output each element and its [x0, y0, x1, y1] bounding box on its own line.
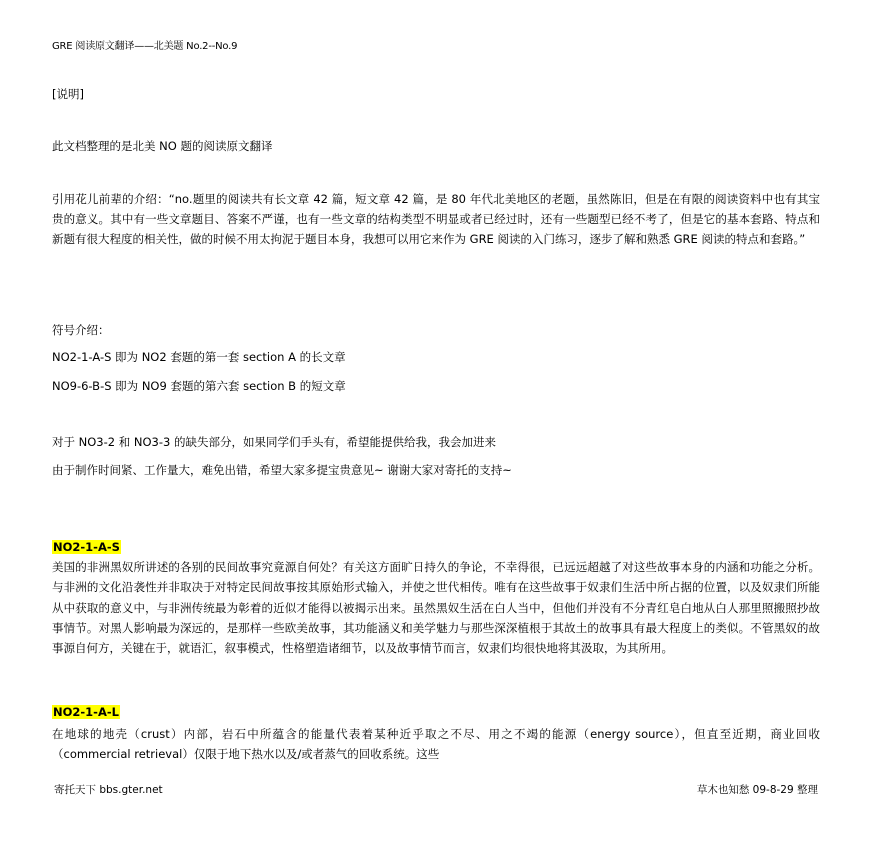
passage-label-2: NO2-1-A-L [53, 705, 119, 719]
symbol-line-1: NO2-1-A-S 即为 NO2 套题的第一套 section A 的长文章 [52, 350, 346, 364]
note-line-2: 由于制作时间紧、工作量大，难免出错，希望大家多提宝贵意见~ 谢谢大家对寄托的支持~ [52, 463, 512, 477]
passage-text-2: 在地球的地壳（crust）内部，岩石中所蕴含的能量代表着某种近乎取之不尽、用之不竭的能源（energy source），但直至近期，商业回收（commercial retrieval）仅限于地下热水以及/或者蒸气的回收系统。这些 [52, 727, 820, 762]
symbol-line-2: NO9-6-B-S 即为 NO9 套题的第六套 section B 的短文章 [52, 379, 346, 393]
quote-paragraph: 引用花儿前辈的介绍：“no.题里的阅读共有长文章 42 篇，短文章 42 篇，是 80 年代北美地区的老题，虽然陈旧，但是在有限的阅读资料中也有其宝贵的意义。其中有一些文章题目、答案不严谨，也有一些文章的结构类型不明显或者已经过时，还有一些题型已经不考了，但是它的基本套路、特点和新题有很大程度的相关性，做的时候不用太拘泥于题目本身，我想可以用它来作为 GRE 阅读的入门练习，逐步了解和熟悉 GRE 阅读的特点和套路。” [52, 192, 820, 247]
intro-text: 此文档整理的是北美 NO 题的阅读原文翻译 [52, 139, 273, 153]
document-title: GRE 阅读原文翻译——北美题 No.2--No.9 [52, 41, 238, 52]
passage-label-1: NO2-1-A-S [53, 540, 120, 554]
section-heading: [说明] [52, 87, 84, 101]
footer-right: 草木也知愁 09-8-29 整理 [696, 784, 818, 796]
passage-label-container-2 [52, 701, 120, 720]
note-line-1: 对于 NO3-2 和 NO3-3 的缺失部分，如果同学们手头有，希望能提供给我，我会加进来 [52, 435, 496, 449]
symbol-title: 符号介绍： [52, 323, 110, 337]
passage-label-container-1 [52, 536, 121, 555]
footer-left: 寄托天下 bbs.gter.net [54, 784, 163, 796]
passage-text-1: 美国的非洲黑奴所讲述的各别的民间故事究竟源自何处？有关这方面旷日持久的争论，不幸得很，已远远超越了对这些故事本身的内涵和功能之分析。与非洲的文化沿袭性并非取决于对特定民间故事按其原始形式输入，并使之世代相传。唯有在这些故事于奴隶们生活中所占据的位置，以及奴隶们所能从中获取的意义中，与非洲传统最为彰着的近似才能得以被揭示出来。虽然黑奴生活在白人当中，但他们并没有不分青红皂白地从白人那里照搬照抄故事情节。对黑人影响最为深远的，是那样一些欧美故事，其功能涵义和美学魅力与那些深深植根于其故土的故事具有最大程度上的类似。不管黑奴的故事源自何方，关键在于，就语汇，叙事模式，性格塑造诸细节，以及故事情节而言，奴隶们均很快地将其汲取，为其所用。 [52, 560, 820, 656]
